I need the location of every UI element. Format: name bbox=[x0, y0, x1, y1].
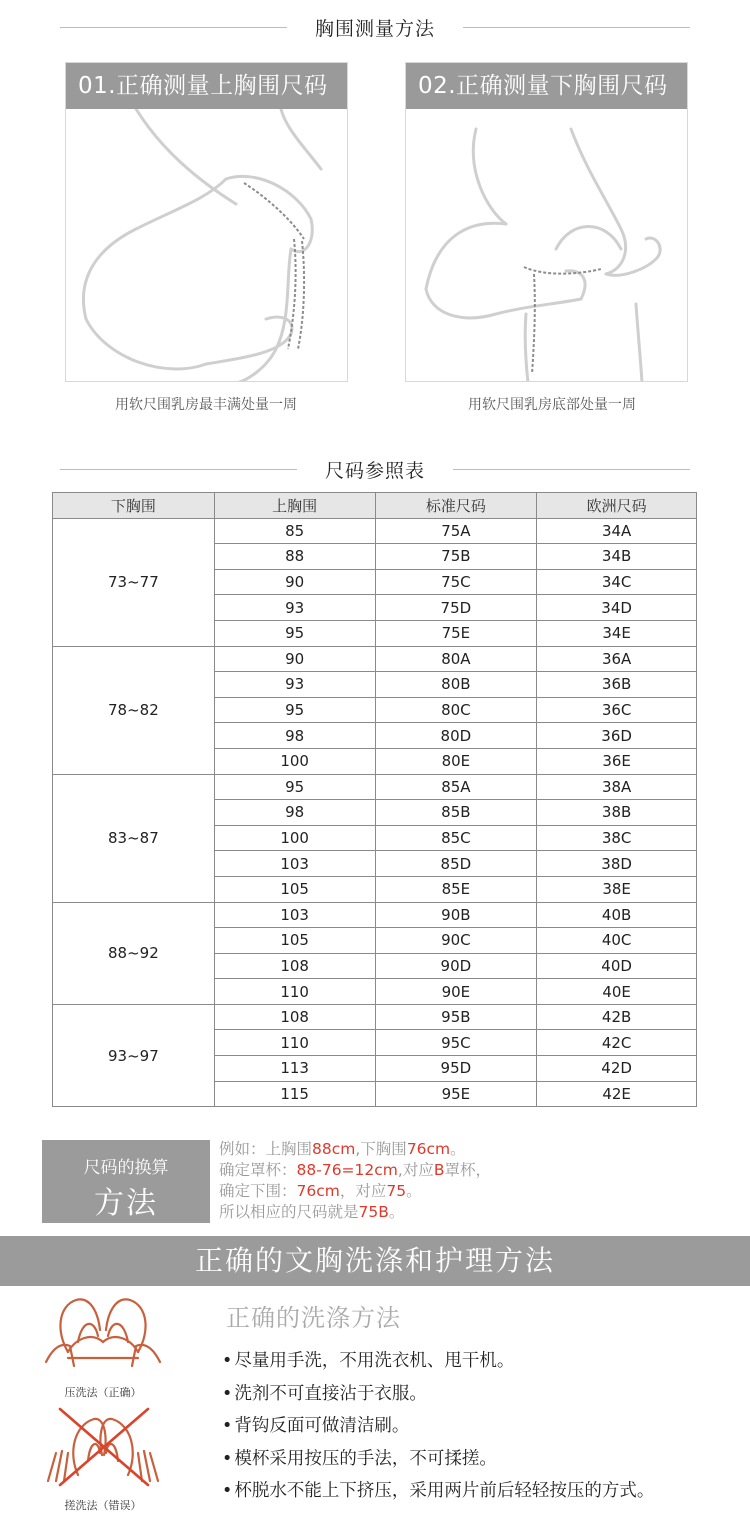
divider-line bbox=[463, 27, 690, 28]
euro-size-cell: 36E bbox=[537, 748, 697, 774]
measure-section-header bbox=[60, 12, 690, 42]
conversion-line-4 bbox=[219, 1202, 491, 1223]
bullet: • bbox=[222, 1481, 233, 1501]
header-euro-size: 欧洲尺码 bbox=[537, 493, 697, 519]
euro-size-cell: 38B bbox=[537, 800, 697, 826]
euro-size-cell: 34E bbox=[537, 620, 697, 646]
euro-size-cell: 36B bbox=[537, 672, 697, 698]
list-item bbox=[222, 1345, 654, 1378]
table-row bbox=[53, 1004, 697, 1030]
standard-size-cell: 85D bbox=[375, 851, 537, 877]
conversion-label-box bbox=[42, 1140, 210, 1223]
euro-size-cell: 34C bbox=[537, 569, 697, 595]
highlight-value: 88cm bbox=[312, 1140, 356, 1158]
upper-bust-cell: 93 bbox=[214, 672, 375, 698]
standard-size-cell: 80A bbox=[375, 646, 537, 672]
euro-size-cell: 40C bbox=[537, 928, 697, 954]
euro-size-cell: 40D bbox=[537, 953, 697, 979]
measure-title: 胸围测量方法 bbox=[315, 17, 436, 40]
standard-size-cell: 75B bbox=[375, 544, 537, 570]
euro-size-cell: 38A bbox=[537, 774, 697, 800]
upper-bust-cell: 110 bbox=[214, 1030, 375, 1056]
upper-bust-cell: 98 bbox=[214, 723, 375, 749]
text-segment: 罩杯， bbox=[444, 1161, 491, 1179]
bullet: • bbox=[222, 1416, 233, 1436]
tip-text: 背钩反面可做清洁刷。 bbox=[234, 1416, 410, 1436]
standard-size-cell: 95C bbox=[375, 1030, 537, 1056]
euro-size-cell: 38C bbox=[537, 825, 697, 851]
table-row bbox=[53, 902, 697, 928]
euro-size-cell: 34D bbox=[537, 595, 697, 621]
bullet: • bbox=[222, 1351, 233, 1371]
euro-size-cell: 36C bbox=[537, 697, 697, 723]
highlight-value: 75B bbox=[358, 1203, 389, 1221]
measure-panel-upper bbox=[65, 62, 348, 382]
upper-bust-cell: 90 bbox=[214, 646, 375, 672]
list-item bbox=[222, 1410, 654, 1443]
tip-text: 杯脱水不能上下挤压，采用两片前后轻轻按压的方式。 bbox=[234, 1481, 655, 1501]
tip-text: 模杯采用按压的手法，不可揉搓。 bbox=[234, 1448, 497, 1469]
euro-size-cell: 36A bbox=[537, 646, 697, 672]
conversion-label-line1: 尺码的换算 bbox=[83, 1158, 169, 1178]
text-segment: 所以相应的尺码就是 bbox=[219, 1203, 359, 1221]
under-bust-range: 73~77 bbox=[53, 518, 215, 646]
list-item bbox=[222, 1475, 654, 1508]
standard-size-cell: 75E bbox=[375, 620, 537, 646]
euro-size-cell: 34A bbox=[537, 518, 697, 544]
press-wash-caption: 压洗法（正确） bbox=[64, 1386, 142, 1399]
highlight-value: 76cm bbox=[296, 1182, 340, 1200]
standard-size-cell: 95B bbox=[375, 1004, 537, 1030]
upper-bust-cell: 105 bbox=[214, 876, 375, 902]
upper-bust-cell: 108 bbox=[214, 1004, 375, 1030]
measure-panel-under bbox=[405, 62, 688, 382]
upper-bust-cell: 98 bbox=[214, 800, 375, 826]
chart-section-header bbox=[60, 454, 690, 484]
panel-caption-upper: 用软尺围乳房最丰满处量一周 bbox=[115, 397, 297, 413]
highlight-value: 88-76=12cm bbox=[296, 1161, 398, 1179]
euro-size-cell: 36D bbox=[537, 723, 697, 749]
upper-bust-cell: 105 bbox=[214, 928, 375, 954]
text-segment: 。 bbox=[388, 1203, 405, 1221]
text-segment: 。 bbox=[450, 1140, 466, 1158]
standard-size-cell: 75D bbox=[375, 595, 537, 621]
panel-label-upper: 01.正确测量上胸围尺码 bbox=[66, 63, 347, 109]
euro-size-cell: 40B bbox=[537, 902, 697, 928]
upper-bust-cell: 95 bbox=[214, 697, 375, 723]
standard-size-cell: 75C bbox=[375, 569, 537, 595]
divider-line bbox=[60, 469, 297, 470]
upper-bust-cell: 95 bbox=[214, 620, 375, 646]
upper-bust-cell: 100 bbox=[214, 825, 375, 851]
under-bust-illustration bbox=[406, 109, 688, 382]
euro-size-cell: 42E bbox=[537, 1081, 697, 1107]
euro-size-cell: 38E bbox=[537, 876, 697, 902]
highlight-value: 76cm bbox=[406, 1140, 451, 1158]
header-standard-size: 标准尺码 bbox=[375, 493, 537, 519]
washing-method-title: 正确的洗涤方法 bbox=[226, 1304, 401, 1332]
upper-bust-cell: 103 bbox=[214, 902, 375, 928]
upper-bust-cell: 95 bbox=[214, 774, 375, 800]
divider-line bbox=[453, 469, 690, 470]
upper-bust-cell: 90 bbox=[214, 569, 375, 595]
chart-title: 尺码参照表 bbox=[325, 459, 426, 482]
press-wash-illustration bbox=[38, 1292, 168, 1400]
under-bust-range: 83~87 bbox=[53, 774, 215, 902]
standard-size-cell: 90B bbox=[375, 902, 537, 928]
under-bust-range: 78~82 bbox=[53, 646, 215, 774]
upper-bust-cell: 100 bbox=[214, 748, 375, 774]
table-row bbox=[53, 774, 697, 800]
tip-text: 洗剂不可直接沾于衣服。 bbox=[234, 1383, 427, 1404]
size-chart-table bbox=[52, 492, 697, 1107]
standard-size-cell: 90D bbox=[375, 953, 537, 979]
standard-size-cell: 85C bbox=[375, 825, 537, 851]
standard-size-cell: 75A bbox=[375, 518, 537, 544]
upper-bust-illustration bbox=[66, 109, 348, 382]
standard-size-cell: 80D bbox=[375, 723, 537, 749]
conversion-line-3 bbox=[219, 1181, 491, 1202]
rub-wash-illustration bbox=[38, 1405, 168, 1513]
upper-bust-cell: 113 bbox=[214, 1056, 375, 1082]
euro-size-cell: 38D bbox=[537, 851, 697, 877]
text-segment: ,对应 bbox=[397, 1161, 434, 1179]
table-header-row bbox=[53, 493, 697, 519]
euro-size-cell: 42B bbox=[537, 1004, 697, 1030]
upper-bust-cell: 103 bbox=[214, 851, 375, 877]
standard-size-cell: 80C bbox=[375, 697, 537, 723]
standard-size-cell: 85A bbox=[375, 774, 537, 800]
header-under-bust: 下胸围 bbox=[53, 493, 215, 519]
standard-size-cell: 95D bbox=[375, 1056, 537, 1082]
standard-size-cell: 85B bbox=[375, 800, 537, 826]
conversion-line-1 bbox=[219, 1139, 491, 1160]
upper-bust-cell: 88 bbox=[214, 544, 375, 570]
euro-size-cell: 42C bbox=[537, 1030, 697, 1056]
text-segment: ,下胸围 bbox=[355, 1140, 407, 1158]
upper-bust-cell: 108 bbox=[214, 953, 375, 979]
upper-bust-cell: 110 bbox=[214, 979, 375, 1005]
under-bust-range: 93~97 bbox=[53, 1004, 215, 1106]
standard-size-cell: 95E bbox=[375, 1081, 537, 1107]
euro-size-cell: 40E bbox=[537, 979, 697, 1005]
bullet: • bbox=[222, 1383, 233, 1404]
rub-wash-caption: 搓洗法（错误） bbox=[64, 1499, 142, 1512]
conversion-example bbox=[219, 1139, 491, 1223]
upper-bust-cell: 93 bbox=[214, 595, 375, 621]
table-row bbox=[53, 518, 697, 544]
table-row bbox=[53, 646, 697, 672]
panel-caption-under: 用软尺围乳房底部处量一周 bbox=[468, 397, 636, 413]
upper-bust-cell: 85 bbox=[214, 518, 375, 544]
list-item bbox=[222, 1443, 654, 1476]
tip-text: 尽量用手洗，不用洗衣机、甩干机。 bbox=[234, 1351, 515, 1371]
text-segment: 确定罩杯： bbox=[219, 1161, 297, 1179]
upper-bust-cell: 115 bbox=[214, 1081, 375, 1107]
header-upper-bust: 上胸围 bbox=[214, 493, 375, 519]
text-segment: 例如：上胸围 bbox=[219, 1140, 313, 1158]
euro-size-cell: 34B bbox=[537, 544, 697, 570]
standard-size-cell: 90E bbox=[375, 979, 537, 1005]
standard-size-cell: 80B bbox=[375, 672, 537, 698]
care-banner: 正确的文胸洗涤和护理方法 bbox=[0, 1236, 750, 1286]
highlight-value: 75 bbox=[386, 1182, 407, 1200]
panel-label-under: 02.正确测量下胸围尺码 bbox=[406, 63, 687, 109]
standard-size-cell: 80E bbox=[375, 748, 537, 774]
bullet: • bbox=[222, 1448, 233, 1469]
under-bust-range: 88~92 bbox=[53, 902, 215, 1004]
text-segment: 。 bbox=[406, 1182, 422, 1200]
list-item bbox=[222, 1378, 654, 1411]
euro-size-cell: 42D bbox=[537, 1056, 697, 1082]
text-segment: 确定下围： bbox=[219, 1182, 297, 1200]
conversion-label-line2: 方法 bbox=[94, 1186, 158, 1221]
press-wash-icon bbox=[38, 1292, 168, 1378]
conversion-line-2 bbox=[219, 1160, 491, 1181]
rub-wash-icon bbox=[38, 1405, 168, 1491]
text-segment: ，对应 bbox=[339, 1182, 387, 1200]
divider-line bbox=[60, 27, 287, 28]
standard-size-cell: 90C bbox=[375, 928, 537, 954]
highlight-value: B bbox=[433, 1161, 445, 1179]
standard-size-cell: 85E bbox=[375, 876, 537, 902]
washing-tips-list bbox=[222, 1345, 654, 1508]
